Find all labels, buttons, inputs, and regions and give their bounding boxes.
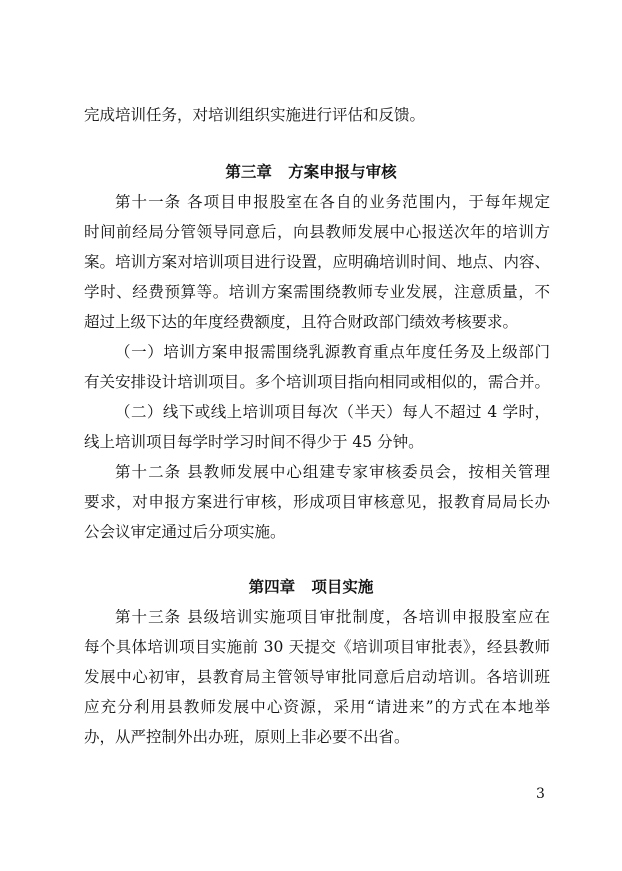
article-13-line-2: 每个具体培训项目实施前 30 天提交《培训项目审批表》，经县教师 xyxy=(84,638,550,656)
article-11-line-3: 案。培训方案对培训项目进行设置，应明确培训时间、地点、内容、 xyxy=(84,253,550,271)
item-1-line-1: （一）培训方案申报需围绕乳源教育重点年度任务及上级部门 xyxy=(115,343,550,361)
chapter-3-heading: 第三章 方案申报与审核 xyxy=(225,163,397,181)
article-13-line-1: 第十三条 县级培训实施项目审批制度，各培训申报股室应在 xyxy=(115,608,550,626)
article-13-line-3: 发展中心初审，县教育局主管领导审批同意后启动培训。各培训班 xyxy=(84,668,550,686)
article-12-line-3: 公会议审定通过后分项实施。 xyxy=(84,523,286,541)
article-11-line-4: 学时、经费预算等。培训方案需围绕教师专业发展，注意质量，不 xyxy=(84,283,550,301)
article-12-line-1: 第十二条 县教师发展中心组建专家审核委员会，按相关管理 xyxy=(115,463,550,481)
item-2-line-2: 线上培训项目每学时学习时间不得少于 45 分钟。 xyxy=(84,433,424,451)
item-2-line-1: （二）线下或线上培训项目每次（半天）每人不超过 4 学时， xyxy=(115,403,550,421)
page-number: 3 xyxy=(536,786,545,802)
article-11-line-1: 第十一条 各项目申报股室在各自的业务范围内，于每年规定 xyxy=(115,193,550,211)
chapter-4-heading: 第四章 项目实施 xyxy=(248,578,374,596)
intro-text-line: 完成培训任务，对培训组织实施进行评估和反馈。 xyxy=(84,106,426,124)
article-11-line-5: 超过上级下达的年度经费额度，且符合财政部门绩效考核要求。 xyxy=(84,313,519,331)
article-13-line-4: 应充分利用县教师发展中心资源，采用“请进来”的方式在本地举 xyxy=(84,698,550,716)
article-12-line-2: 要求，对申报方案进行审核，形成项目审核意见，报教育局局长办 xyxy=(84,493,550,511)
article-11-line-2: 时间前经局分管领导同意后，向县教师发展中心报送次年的培训方 xyxy=(84,223,550,241)
item-1-line-2: 有关安排设计培训项目。多个培训项目指向相同或相似的，需合并。 xyxy=(84,373,550,391)
article-13-line-5: 办，从严控制外出办班，原则上非必要不出省。 xyxy=(84,728,410,746)
